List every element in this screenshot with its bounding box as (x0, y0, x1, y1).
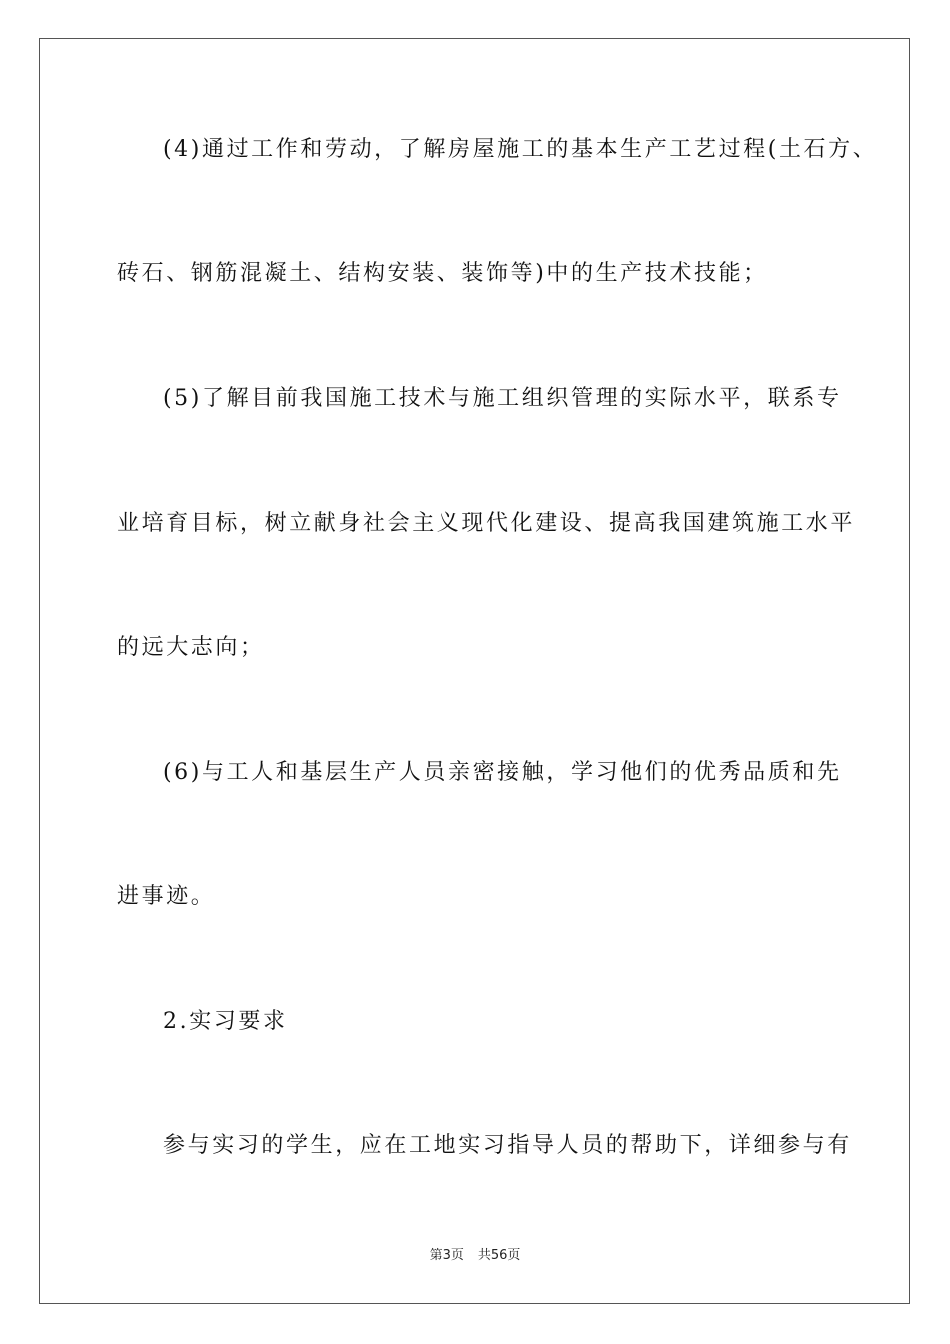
section-heading: 2.实习要求 (163, 1009, 288, 1034)
page-footer (0, 1244, 950, 1263)
paragraph-line-9: 参与实习的学生，应在工地实习指导人员的帮助下，详细参与有 (163, 1133, 852, 1158)
page-number: 第3页 (429, 1248, 464, 1263)
paragraph-line-1: (4)通过工作和劳动，了解房屋施工的基本生产工艺过程(土石方、 (163, 137, 878, 162)
paragraph-line-6: (6)与工人和基层生产人员亲密接触，学习他们的优秀品质和先 (163, 760, 842, 785)
page-frame (39, 38, 910, 1304)
paragraph-line-2: 砖石、钢筋混凝土、结构安装、装饰等)中的生产技术技能； (117, 261, 768, 286)
paragraph-line-7: 进事迹。 (117, 884, 216, 909)
total-pages: 共56页 (477, 1248, 521, 1263)
paragraph-line-3: (5)了解目前我国施工技术与施工组织管理的实际水平，联系专 (163, 386, 842, 411)
paragraph-line-5: 的远大志向； (117, 635, 265, 660)
paragraph-line-4: 业培育目标，树立献身社会主义现代化建设、提高我国建筑施工水平 (117, 511, 856, 536)
